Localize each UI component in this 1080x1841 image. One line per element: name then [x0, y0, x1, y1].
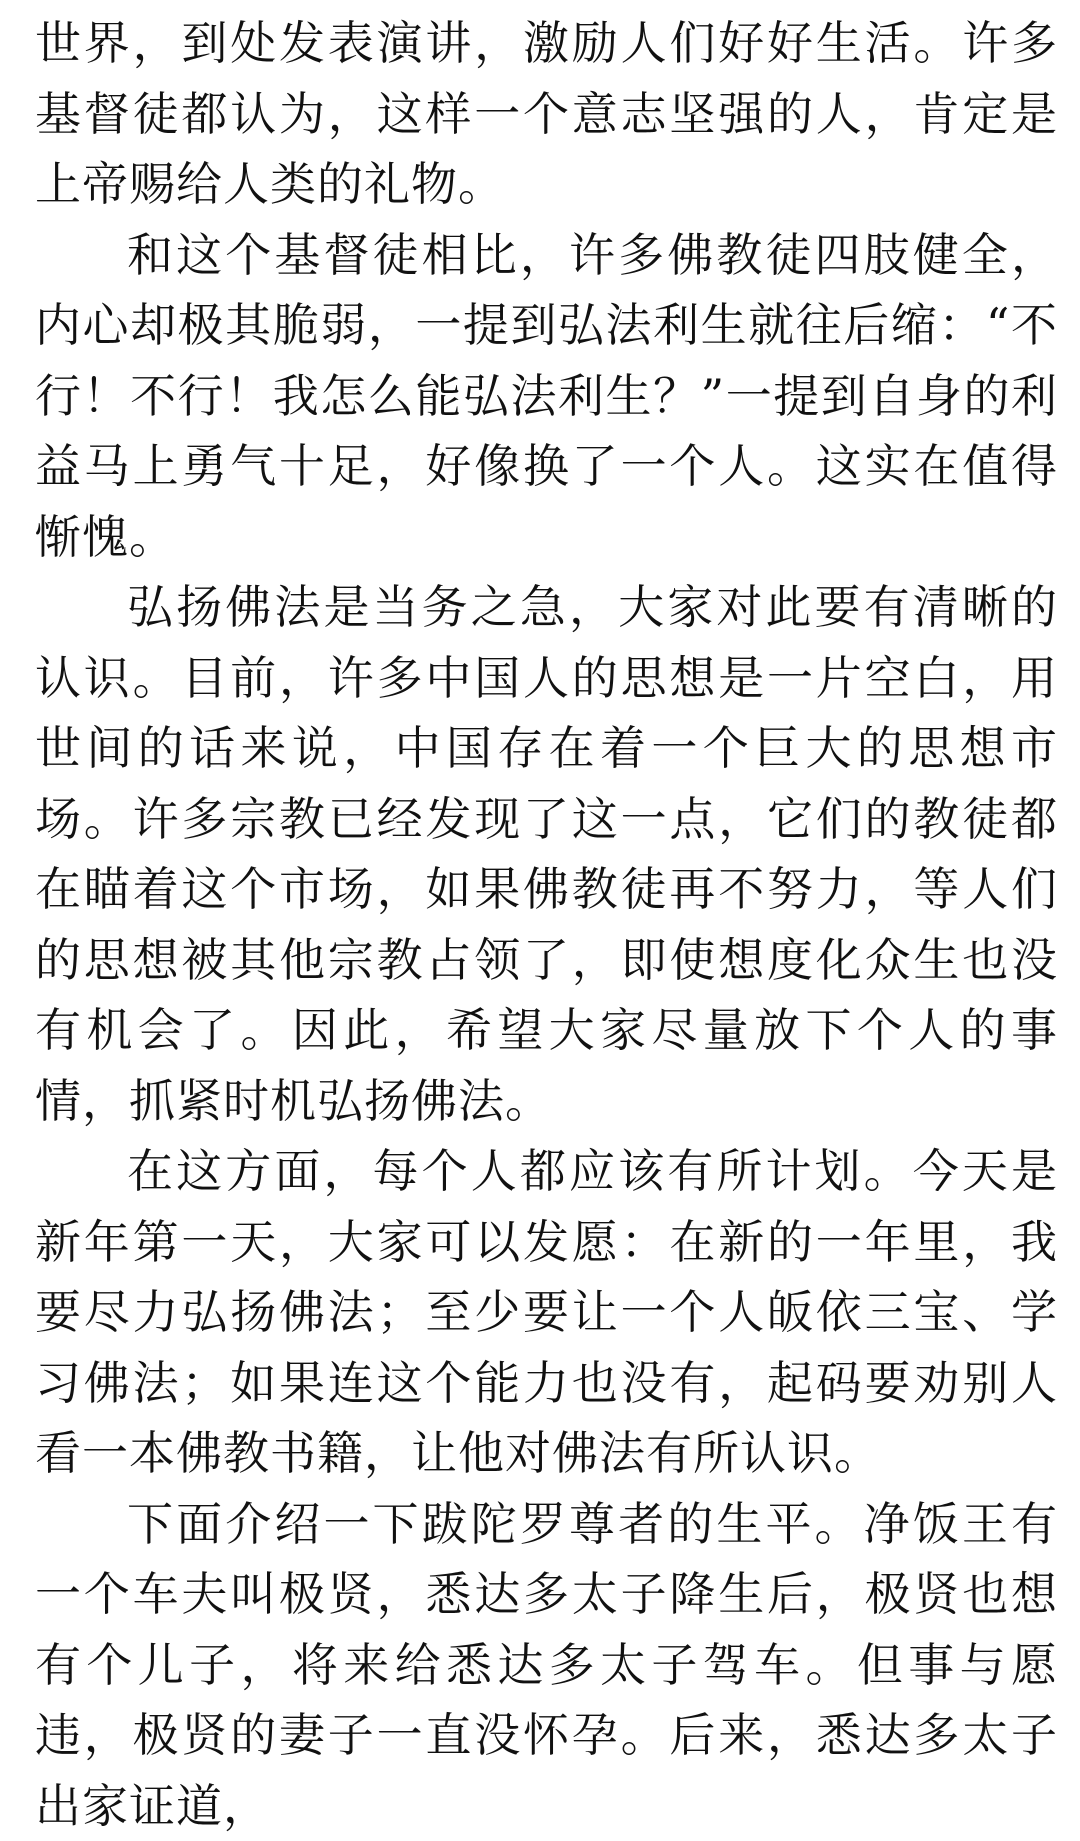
paragraph-1: 世界，到处发表演讲，激励人们好好生活。许多基督徒都认为，这样一个意志坚强的人，肯定是上帝赐给人类的礼物。: [35, 8, 1058, 220]
paragraph-2: 和这个基督徒相比，许多佛教徒四肢健全，内心却极其脆弱，一提到弘法利生就往后缩：“不行！不行！我怎么能弘法利生？”一提到自身的利益马上勇气十足，好像换了一个人。这实在值得惭愧。: [35, 220, 1058, 573]
paragraph-3: 弘扬佛法是当务之急，大家对此要有清晰的认识。目前，许多中国人的思想是一片空白，用世间的话来说，中国存在着一个巨大的思想市场。许多宗教已经发现了这一点，它们的教徒都在瞄着这个市场，如果佛教徒再不努力，等人们的思想被其他宗教占领了，即使想度化众生也没有机会了。因此，希望大家尽量放下个人的事情，抓紧时机弘扬佛法。: [35, 572, 1058, 1136]
paragraph-5: 下面介绍一下跋陀罗尊者的生平。净饭王有一个车夫叫极贤，悉达多太子降生后，极贤也想有个儿子，将来给悉达多太子驾车。但事与愿违，极贤的妻子一直没怀孕。后来，悉达多太子出家证道，: [35, 1489, 1058, 1841]
paragraph-4: 在这方面，每个人都应该有所计划。今天是新年第一天，大家可以发愿：在新的一年里，我要尽力弘扬佛法；至少要让一个人皈依三宝、学习佛法；如果连这个能力也没有，起码要劝别人看一本佛教书籍，让他对佛法有所认识。: [35, 1136, 1058, 1489]
